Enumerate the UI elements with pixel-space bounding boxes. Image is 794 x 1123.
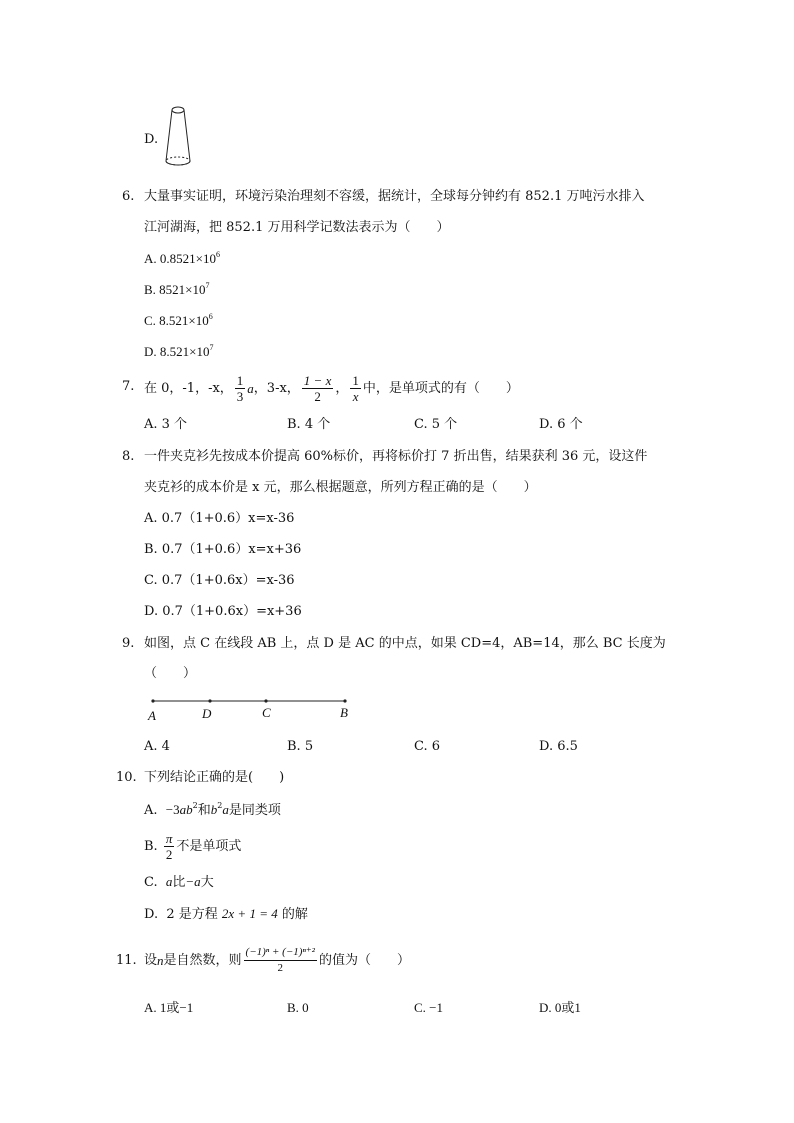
q9-option-c[interactable]: C. 6: [414, 739, 441, 754]
q9-option-a[interactable]: A. 4: [144, 739, 170, 754]
q6-option-d[interactable]: D. $8.521\times 10^7$: [144, 343, 214, 359]
q5-option-d-frustum-figure: [160, 103, 200, 173]
q7-fraction-one-over-x: $\frac{1}{x}$: [352, 372, 359, 404]
q10-stem: 下列结论正确的是( ): [144, 770, 285, 785]
q10-number: 10.: [116, 770, 137, 785]
q9-stem-line1: 如图，点 C 在线段 AB 上，点 D 是 AC 的中点，如果 CD=4，AB=14，那么 BC 长度为: [144, 636, 666, 651]
q7-option-a[interactable]: A. 3 个: [144, 417, 188, 432]
q6-stem-line2: 江河湖海，把 852.1 万用科学记数法表示为（ ）: [144, 220, 450, 235]
q10-option-d[interactable]: D. 2 是方程 2x + 1 = 4 的解: [144, 906, 308, 922]
q9-option-b[interactable]: B. 5: [287, 739, 314, 754]
q8-option-b[interactable]: B. 0.7（1+0.6）x=x+36: [144, 542, 302, 557]
q6-option-a[interactable]: A. $0.8521\times 10^6$: [144, 250, 220, 266]
q9-point-a: A: [148, 708, 156, 723]
q8-stem-line2: 夹克衫的成本价是 x 元，那么根据题意，所列方程正确的是（ ）: [144, 480, 537, 495]
q7-fraction-one-minus-x-over-2: $\frac{1 - x}{2}$: [303, 372, 332, 404]
q9-line-segment-figure: [140, 690, 370, 726]
q9-stem-line2: （ ）: [144, 666, 197, 681]
q7-number: 7.: [122, 379, 135, 394]
q6-number: 6.: [122, 189, 135, 204]
q5-option-d-label[interactable]: D.: [144, 132, 159, 147]
q9-point-d: D: [202, 706, 212, 721]
q6-option-c[interactable]: C. $8.521\times 10^6$: [144, 312, 213, 328]
q8-option-d[interactable]: D. 0.7（1+0.6x）=x+36: [144, 604, 302, 619]
q8-stem-line1: 一件夹克衫先按成本价提高 60%标价，再将标价打 7 折出售，结果获利 36 元，设这件: [144, 449, 648, 464]
q8-option-c[interactable]: C. 0.7（1+0.6x）=x-36: [144, 573, 295, 588]
q6-stem-line1: 大量事实证明，环境污染治理刻不容缓，据统计，全球每分钟约有 852.1 万吨污水排入: [144, 189, 645, 204]
q6-option-b[interactable]: B. $8521\times 10^7$: [144, 281, 210, 297]
q8-option-a[interactable]: A. 0.7（1+0.6）x=x-36: [144, 511, 295, 526]
q11-fraction: $\frac{\text{(−1)ⁿ + (−1)ⁿ⁺²}}{2}$: [245, 945, 315, 974]
q8-number: 8.: [122, 449, 135, 464]
q7-option-d[interactable]: D. 6 个: [539, 417, 583, 432]
q11-option-a[interactable]: A. 1或−1: [144, 1000, 194, 1015]
q11-number: 11.: [116, 953, 137, 968]
q9-point-b: B: [340, 705, 348, 720]
q7-option-b[interactable]: B. 4 个: [287, 417, 331, 432]
q7-stem: 在 0，-1，-x， $\frac{1}{3}$ a ，3-x， $\frac{1 - x}{2}$ ， $\frac{1}{x}$ 中，是单项式的有（ ）: [144, 372, 519, 404]
q7-option-c[interactable]: C. 5 个: [414, 417, 458, 432]
q10-fraction-pi-over-2: $\frac{\pi}{2}$: [165, 830, 173, 862]
q9-option-d[interactable]: D. 6.5: [539, 739, 578, 754]
q11-option-c[interactable]: C. −1: [414, 1000, 444, 1015]
q11-option-d[interactable]: D. 0或1: [539, 1000, 581, 1015]
q9-point-c: C: [262, 705, 271, 720]
q10-option-c[interactable]: C. a比−a大: [144, 874, 214, 890]
q10-option-a[interactable]: A. $-3ab^2$和$b^2a$是同类项: [144, 801, 281, 818]
q10-option-b[interactable]: B. $\frac{\pi}{2}$ 不是单项式: [144, 830, 242, 862]
q11-stem: 设 n 是自然数，则 $\frac{\text{(−1)ⁿ + (−1)ⁿ⁺²}}{2}$ 的值为（ ）: [144, 945, 411, 974]
q7-fraction-one-third: $\frac{1}{3}$: [236, 372, 244, 404]
q9-number: 9.: [122, 636, 135, 651]
q11-option-b[interactable]: B. 0: [287, 1000, 309, 1015]
